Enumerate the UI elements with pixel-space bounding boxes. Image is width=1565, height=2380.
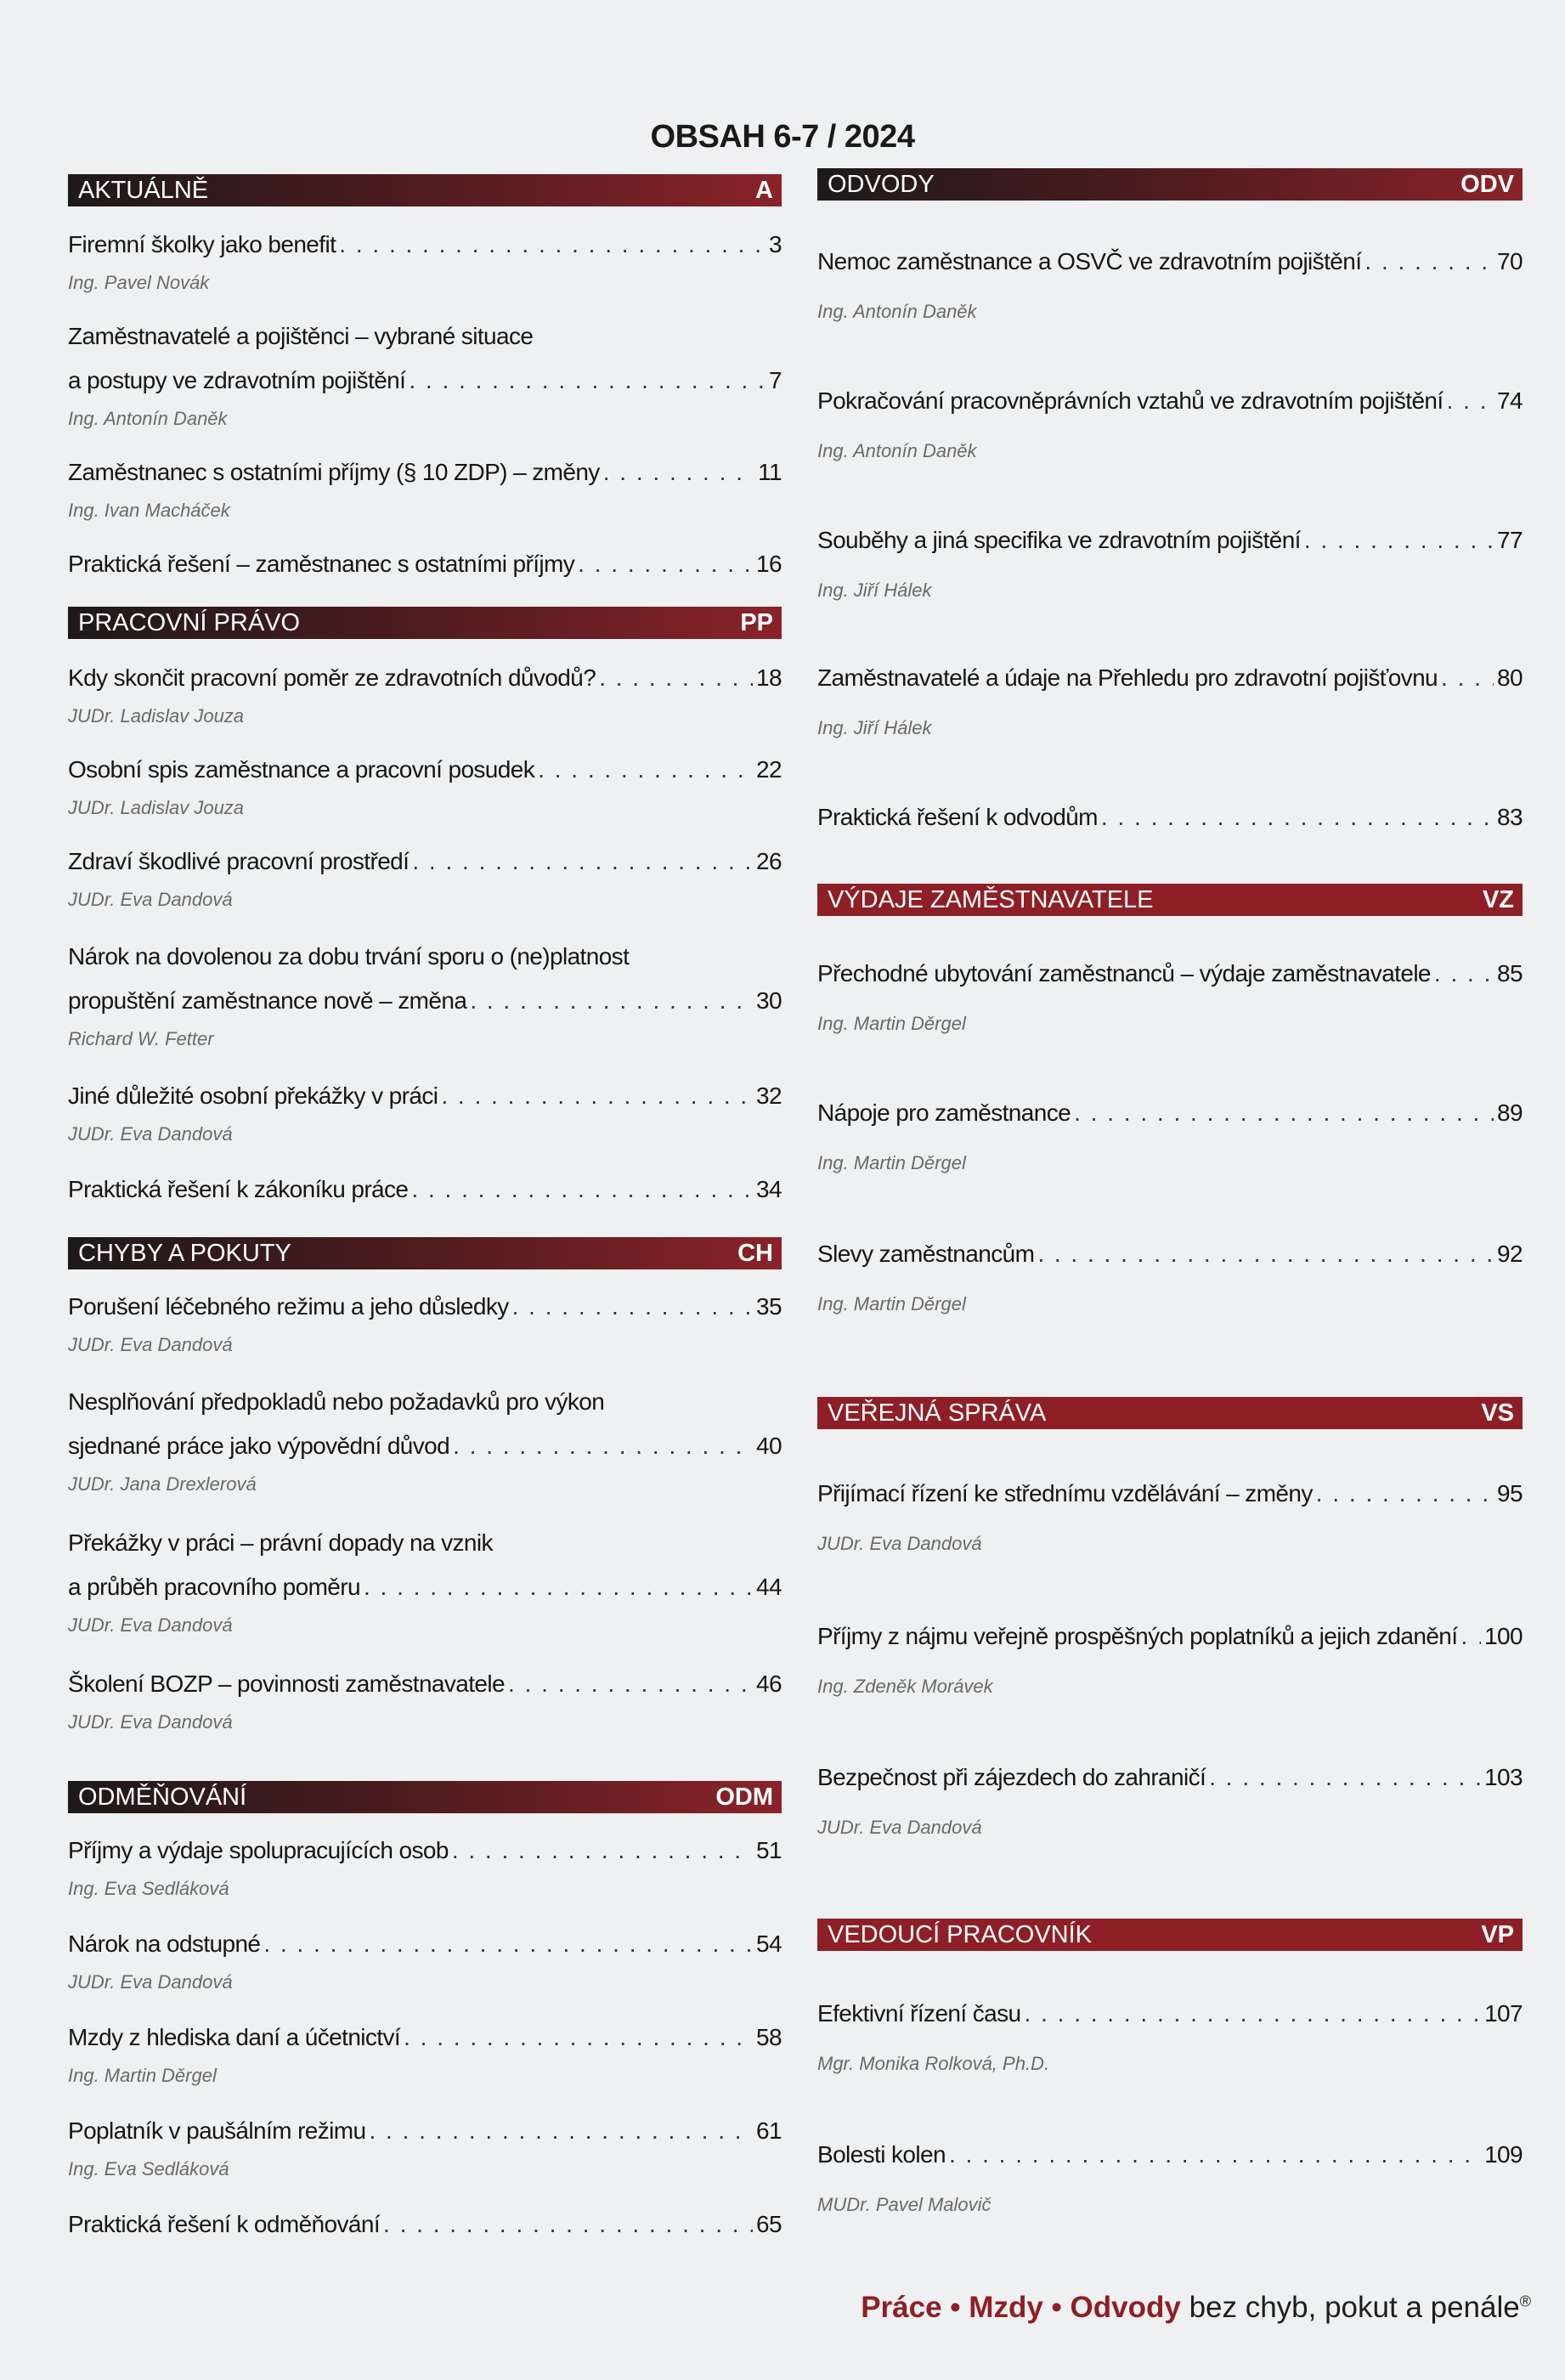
leader-dots	[411, 1167, 753, 1212]
toc-entry[interactable]	[817, 1992, 1523, 2077]
section-header-verejna-sprava	[817, 1397, 1523, 1429]
page-number: 34	[756, 1176, 782, 1202]
page-number: 18	[756, 664, 782, 691]
entry-author: JUDr. Eva Dandová	[817, 1817, 982, 1838]
leader-dots	[1101, 795, 1494, 840]
entry-author: Ing. Zdeněk Morávek	[817, 1676, 993, 1697]
section-code: VZ	[1482, 885, 1514, 913]
section-code: VS	[1481, 1399, 1514, 1427]
toc-entry[interactable]	[817, 1091, 1523, 1176]
toc-entry[interactable]	[68, 2109, 782, 2182]
entry-author: MUDr. Pavel Malovič	[817, 2194, 992, 2215]
page-number: 61	[756, 2117, 782, 2144]
page-number: 109	[1484, 2141, 1523, 2168]
entry-author: Ing. Ivan Macháček	[68, 500, 230, 521]
section-header-vedouci-pracovnik	[817, 1919, 1523, 1951]
leader-dots	[1441, 656, 1494, 700]
section-title: VÝDAJE ZAMĚSTNAVATELE	[828, 885, 1154, 913]
footer-brand	[861, 2291, 1531, 2325]
leader-dots	[470, 979, 753, 1023]
toc-entry[interactable]	[817, 1755, 1523, 1840]
toc-entry[interactable]	[68, 450, 782, 523]
leader-dots	[369, 2109, 753, 2153]
page-number: 74	[1497, 387, 1523, 414]
entry-title: propuštění zaměstnance nově – změna	[68, 987, 467, 1014]
section-title: PRACOVNÍ PRÁVO	[78, 608, 301, 636]
page-number: 83	[1497, 804, 1523, 830]
toc-entry[interactable]	[817, 240, 1523, 325]
entry-title: Praktická řešení k odvodům	[817, 804, 1098, 830]
leader-dots	[1316, 1472, 1494, 1516]
page-number: 40	[756, 1433, 782, 1459]
entry-title: Efektivní řízení času	[817, 2000, 1021, 2027]
entry-author: Ing. Eva Sedláková	[68, 2158, 229, 2179]
toc-entry[interactable]	[68, 1829, 782, 1902]
toc-entry[interactable]	[68, 840, 782, 913]
entry-title-line1: Nesplňování předpokladů nebo požadavků pro výkon	[68, 1388, 605, 1415]
toc-entry[interactable]	[68, 1521, 782, 1638]
page-number: 11	[758, 459, 782, 485]
entry-author: Ing. Eva Sedláková	[68, 1878, 229, 1899]
page-number: 107	[1484, 2000, 1523, 2027]
section-title: AKTUÁLNĚ	[78, 176, 209, 204]
entry-title: Porušení léčebného režimu a jeho důsledky	[68, 1293, 509, 1320]
page-number: 58	[756, 2024, 782, 2050]
page-number: 32	[756, 1083, 782, 1109]
page-number: 65	[756, 2211, 782, 2237]
toc-entry[interactable]	[68, 2015, 782, 2089]
page-number: 51	[756, 1837, 782, 1863]
entry-title: Kdy skončit pracovní poměr ze zdravotních důvodů?	[68, 664, 596, 691]
toc-entry[interactable]	[68, 542, 782, 586]
toc-entry[interactable]	[817, 795, 1523, 840]
leader-dots	[508, 1662, 753, 1706]
entry-author: Ing. Martin Děrgel	[817, 1013, 966, 1034]
entry-author: JUDr. Jana Drexlerová	[68, 1473, 257, 1495]
leader-dots	[599, 656, 753, 700]
toc-entry[interactable]	[68, 2202, 782, 2247]
section-code: CH	[737, 1239, 773, 1267]
entry-title-line1: Nárok na dovolenou za dobu trvání sporu o (ne)platnost	[68, 943, 630, 970]
entry-title: Souběhy a jiná specifika ve zdravotním pojištění	[817, 527, 1301, 553]
page-number: 35	[756, 1293, 782, 1320]
section-header-aktualne	[68, 174, 782, 206]
toc-entry[interactable]	[817, 952, 1523, 1037]
toc-entry[interactable]	[68, 223, 782, 296]
entry-title: Slevy zaměstnancům	[817, 1241, 1035, 1267]
page-number: 70	[1497, 248, 1523, 274]
section-title: ODVODY	[828, 170, 935, 198]
page-number: 54	[756, 1931, 782, 1957]
brand-separator: •	[950, 2291, 961, 2324]
leader-dots	[1447, 379, 1494, 423]
leader-dots	[1209, 1755, 1481, 1800]
entry-title: Firemní školky jako benefit	[68, 231, 336, 257]
toc-entry[interactable]	[817, 656, 1523, 741]
page-number: 26	[756, 848, 782, 874]
entry-author: Ing. Martin Děrgel	[817, 1293, 966, 1314]
footer-tagline: bez chyb, pokut a penále	[1189, 2291, 1520, 2324]
leader-dots	[1364, 240, 1494, 284]
section-code: PP	[740, 608, 773, 636]
entry-author: Ing. Antonín Daněk	[817, 301, 977, 322]
entry-title: Praktická řešení k odměňování	[68, 2211, 381, 2237]
page-number: 85	[1497, 960, 1523, 986]
entry-title-line1: Zaměstnavatelé a pojištěnci – vybrané situace	[68, 323, 534, 349]
toc-entry[interactable]	[68, 656, 782, 729]
brand-word: Odvody	[1070, 2291, 1181, 2324]
entry-author: JUDr. Eva Dandová	[68, 1334, 233, 1355]
entry-author: Ing. Antonín Daněk	[817, 440, 977, 461]
section-code: VP	[1481, 1920, 1514, 1948]
toc-entry[interactable]	[68, 935, 782, 1052]
section-header-odmenovani	[68, 1781, 782, 1813]
toc-entry[interactable]	[68, 1285, 782, 1358]
page-number: 100	[1484, 1623, 1523, 1649]
entry-author: Ing. Antonín Daněk	[68, 408, 228, 429]
leader-dots	[1460, 1614, 1481, 1659]
entry-title: Příjmy a výdaje spolupracujících osob	[68, 1837, 449, 1863]
entry-author: Ing. Jiří Hálek	[817, 579, 932, 601]
entry-author: Richard W. Fetter	[68, 1028, 214, 1049]
entry-title: Mzdy z hlediska daní a účetnictví	[68, 2024, 401, 2050]
page-number: 22	[756, 756, 782, 783]
leader-dots	[409, 359, 766, 403]
section-header-vydaje-zamestnavatele	[817, 884, 1523, 916]
section-code: A	[755, 176, 773, 204]
entry-title: Bolesti kolen	[817, 2141, 946, 2168]
entry-title: Bezpečnost při zájezdech do zahraničí	[817, 1764, 1206, 1790]
toc-entry[interactable]	[68, 1662, 782, 1735]
toc-entry[interactable]	[68, 1380, 782, 1497]
section-title: VEDOUCÍ PRACOVNÍK	[828, 1920, 1092, 1948]
page-title: OBSAH 6-7 / 2024	[650, 119, 915, 155]
brand-word: Mzdy	[969, 2291, 1043, 2324]
leader-dots	[404, 2015, 753, 2060]
entry-title: Přijímací řízení ke střednímu vzdělávání – změny	[817, 1480, 1313, 1507]
section-code: ODM	[715, 1783, 773, 1811]
leader-dots	[512, 1285, 753, 1329]
leader-dots	[339, 223, 766, 267]
entry-author: JUDr. Eva Dandová	[817, 1533, 982, 1554]
page-number: 103	[1484, 1764, 1523, 1790]
registered-mark: ®	[1519, 2292, 1531, 2310]
entry-title-line1: Překážky v práci – právní dopady na vznik	[68, 1529, 493, 1556]
entry-title: Nemoc zaměstnance a OSVČ ve zdravotním pojištění	[817, 248, 1362, 274]
entry-title: Příjmy z nájmu veřejně prospěšných poplatníků a jejich zdanění	[817, 1623, 1458, 1649]
leader-dots	[1037, 1232, 1494, 1276]
leader-dots	[1025, 1992, 1482, 2036]
leader-dots	[1434, 952, 1494, 996]
leader-dots	[452, 1829, 753, 1873]
entry-author: JUDr. Eva Dandová	[68, 889, 233, 910]
entry-title: Jiné důležité osobní překážky v práci	[68, 1083, 438, 1109]
leader-dots	[364, 1565, 753, 1609]
entry-title: Školení BOZP – povinnosti zaměstnavatele	[68, 1671, 506, 1697]
page-number: 95	[1497, 1480, 1523, 1507]
leader-dots	[1074, 1091, 1494, 1135]
entry-author: JUDr. Ladislav Jouza	[68, 705, 245, 726]
entry-title: Poplatník v paušálním režimu	[68, 2117, 366, 2144]
page-number: 46	[756, 1671, 782, 1697]
page-number: 7	[769, 367, 782, 393]
entry-author: Mgr. Monika Rolková, Ph.D.	[817, 2053, 1050, 2074]
page-number: 3	[769, 231, 782, 257]
entry-title: a průběh pracovního poměru	[68, 1574, 360, 1600]
leader-dots	[1304, 518, 1494, 562]
page-number: 30	[756, 987, 782, 1014]
toc-entry[interactable]	[817, 1472, 1523, 1557]
leader-dots	[263, 1922, 753, 1966]
entry-title: Zaměstnanec s ostatními příjmy (§ 10 ZDP) – změny	[68, 459, 600, 485]
entry-title: Pokračování pracovněprávních vztahů ve zdravotním pojištění	[817, 387, 1444, 414]
entry-title: Zaměstnavatelé a údaje na Přehledu pro zdravotní pojišťovnu	[817, 664, 1438, 691]
brand-word: Práce	[861, 2291, 942, 2324]
entry-author: Ing. Martin Děrgel	[817, 1152, 966, 1173]
entry-author: JUDr. Eva Dandová	[68, 1123, 233, 1145]
leader-dots	[453, 1424, 753, 1468]
leader-dots	[578, 542, 753, 586]
entry-author: JUDr. Eva Dandová	[68, 1614, 233, 1636]
entry-title: Nápoje pro zaměstnance	[817, 1100, 1071, 1126]
toc-entry[interactable]	[817, 518, 1523, 603]
entry-author: Ing. Pavel Novák	[68, 272, 210, 293]
leader-dots	[603, 450, 754, 495]
entry-author: JUDr. Eva Dandová	[68, 1711, 233, 1733]
section-title: CHYBY A POKUTY	[78, 1239, 291, 1267]
entry-title: sjednané práce jako výpovědní důvod	[68, 1433, 450, 1459]
entry-title: Praktická řešení k zákoníku práce	[68, 1176, 409, 1202]
entry-author: JUDr. Eva Dandová	[68, 1971, 233, 1993]
entry-title: a postupy ve zdravotním pojištění	[68, 367, 406, 393]
entry-title: Praktická řešení – zaměstnanec s ostatními příjmy	[68, 551, 575, 577]
toc-entry[interactable]	[68, 1074, 782, 1147]
brand-separator: •	[1051, 2291, 1062, 2324]
page-number: 77	[1497, 527, 1523, 553]
toc-entry[interactable]	[817, 379, 1523, 464]
page-number: 92	[1497, 1241, 1523, 1267]
leader-dots	[383, 2202, 753, 2247]
section-header-chyby-a-pokuty	[68, 1237, 782, 1269]
toc-entry[interactable]	[817, 1614, 1523, 1699]
page-number: 89	[1497, 1100, 1523, 1126]
entry-title: Zdraví škodlivé pracovní prostředí	[68, 848, 410, 874]
section-header-odvody	[817, 168, 1523, 201]
section-code: ODV	[1460, 170, 1514, 198]
section-title: VEŘEJNÁ SPRÁVA	[828, 1399, 1047, 1427]
page-number: 16	[756, 551, 782, 577]
section-header-pracovni-pravo	[68, 607, 782, 639]
toc-entry[interactable]	[68, 748, 782, 821]
entry-author: Ing. Martin Děrgel	[68, 2065, 217, 2086]
section-title: ODMĚŇOVÁNÍ	[78, 1783, 247, 1811]
entry-title: Přechodné ubytování zaměstnanců – výdaje zaměstnavatele	[817, 960, 1431, 986]
toc-entry[interactable]	[68, 1922, 782, 1995]
leader-dots	[412, 840, 753, 884]
entry-title: Nárok na odstupné	[68, 1931, 261, 1957]
leader-dots	[949, 2133, 1481, 2177]
entry-author: JUDr. Ladislav Jouza	[68, 797, 245, 818]
toc-entry[interactable]	[817, 1232, 1523, 1317]
leader-dots	[538, 748, 753, 792]
leader-dots	[441, 1074, 753, 1118]
entry-author: Ing. Jiří Hálek	[817, 717, 932, 738]
toc-entry[interactable]	[68, 1167, 782, 1212]
entry-title: Osobní spis zaměstnance a pracovní posudek	[68, 756, 535, 783]
page-number: 44	[756, 1574, 782, 1600]
toc-entry[interactable]	[68, 314, 782, 432]
page-number: 80	[1497, 664, 1523, 691]
toc-entry[interactable]	[817, 2133, 1523, 2218]
